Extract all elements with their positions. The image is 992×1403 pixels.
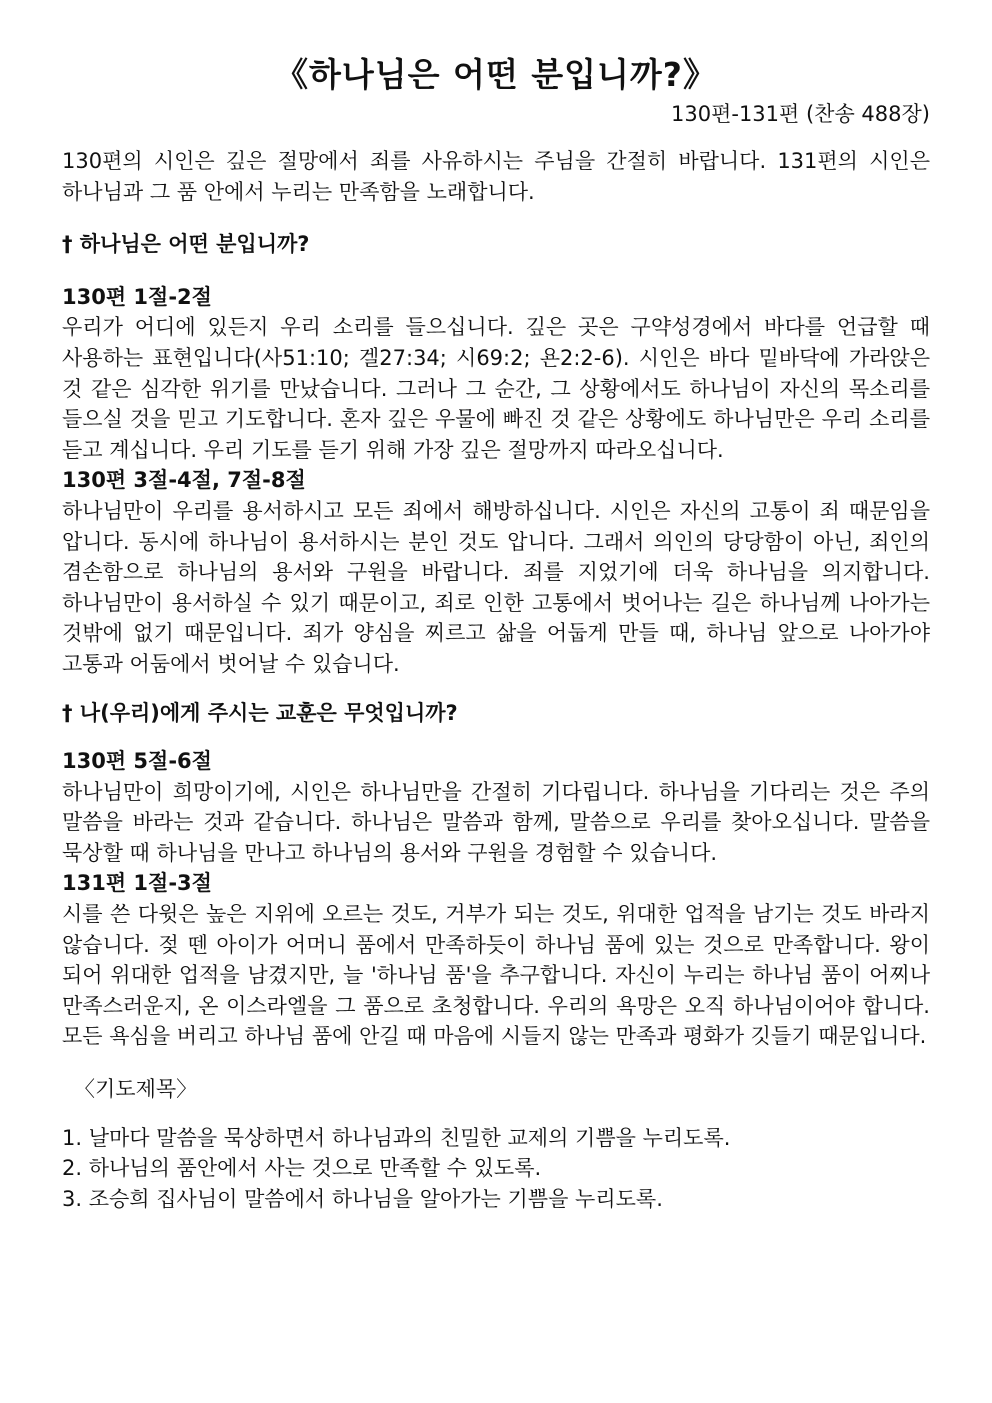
section-heading-lesson: † 나(우리)에게 주시는 교훈은 무엇입니까? bbox=[62, 700, 458, 725]
prayer-list-title: 〈기도제목〉 bbox=[74, 1077, 198, 1102]
verse-heading: 130편 3절-4절, 7절-8절 bbox=[62, 468, 306, 493]
prayer-item: 1. 날마다 말씀을 묵상하면서 하나님과의 친밀한 교제의 기쁨을 누리도록. bbox=[62, 1125, 731, 1150]
verse-paragraph: 우리가 어디에 있든지 우리 소리를 들으십니다. 깊은 곳은 구약성경에서 바다를 언급할 때 사용하는 표현입니다(사51:10; 겔27:34; 시69:2; 욘2:2-6). 시인은 바다 밑바닥에 가라앉은 것 같은 심각한 위기를 만났습니다. 그러나 그 순간, 그 상황에서도 하나님이 자신의 목소리를 들으실 것을 믿고 기도합니다. 혼자 깊은 우물에 빠진 것 같은 상황에도 하나님만은 우리 소리를 듣고 계십니다. 우리 기도를 듣기 위해 가장 깊은 절망까지 따라오십니다. bbox=[62, 315, 930, 462]
intro-paragraph: 130편의 시인은 깊은 절망에서 죄를 사유하시는 주님을 간절히 바랍니다. 131편의 시인은 하나님과 그 품 안에서 누리는 만족함을 노래합니다. bbox=[62, 149, 930, 204]
verse-paragraph: 시를 쓴 다윗은 높은 지위에 오르는 것도, 거부가 되는 것도, 위대한 업적을 남기는 것도 바라지 않습니다. 젖 뗀 아이가 어머니 품에서 만족하듯이 하나님 품에 있는 것으로 만족합니다. 왕이 되어 위대한 업적을 남겼지만, 늘 '하나님 품'을 추구합니다. 자신이 누리는 하나님 품이 어찌나 만족스러운지, 온 이스라엘을 그 품으로 초청합니다. 우리의 욕망은 오직 하나님이어야 합니다. 모든 욕심을 버리고 하나님 품에 안길 때 마음에 시들지 않는 만족과 평화가 깃들기 때문입니다. bbox=[62, 902, 930, 1049]
prayer-item: 3. 조승희 집사님이 말씀에서 하나님을 알아가는 기쁨을 누리도록. bbox=[62, 1186, 663, 1211]
verse-paragraph: 하나님만이 우리를 용서하시고 모든 죄에서 해방하십니다. 시인은 자신의 고통이 죄 때문임을 압니다. 동시에 하나님이 용서하시는 분인 것도 압니다. 그래서 의인의 당당함이 아닌, 죄인의 겸손함으로 하나님의 용서와 구원을 바랍니다. 죄를 지었기에 더욱 하나님을 의지합니다. 하나님만이 용서하실 수 있기 때문이고, 죄로 인한 고통에서 벗어나는 길은 하나님께 나아가는 것밖에 없기 때문입니다. 죄가 양심을 찌르고 삶을 어둡게 만들 때, 하나님 앞으로 나아가야 고통과 어둠에서 벗어날 수 있습니다. bbox=[62, 498, 930, 676]
scripture-reference: 130편-131편 (찬송 488장) bbox=[671, 102, 930, 126]
section-heading-who-is-god: † 하나님은 어떤 분입니까? bbox=[62, 232, 310, 257]
document-page bbox=[62, 50, 930, 1214]
prayer-item: 2. 하나님의 품안에서 사는 것으로 만족할 수 있도록. bbox=[62, 1156, 542, 1181]
verse-heading: 130편 1절-2절 bbox=[62, 284, 212, 309]
verse-heading: 131편 1절-3절 bbox=[62, 871, 212, 896]
page-title: 《하나님은 어떤 분입니까?》 bbox=[275, 55, 717, 94]
verse-paragraph: 하나님만이 희망이기에, 시인은 하나님만을 간절히 기다립니다. 하나님을 기다리는 것은 주의 말씀을 바라는 것과 같습니다. 하나님은 말씀과 함께, 말씀으로 우리를 찾아오십니다. 말씀을 묵상할 때 하나님을 만나고 하나님의 용서와 구원을 경험할 수 있습니다. bbox=[62, 779, 930, 865]
verse-heading: 130편 5절-6절 bbox=[62, 749, 212, 774]
